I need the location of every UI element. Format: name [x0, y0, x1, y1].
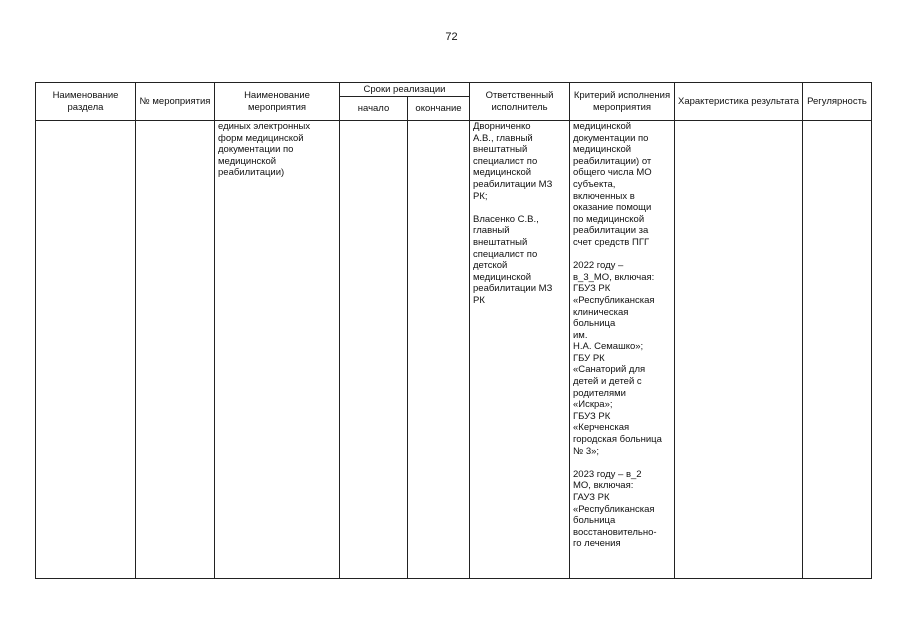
cell-start — [340, 121, 408, 579]
header-responsible: Ответственный исполнитель — [470, 83, 570, 121]
cell-responsible: Дворниченко А.В., главный внештатный специалист по медицинской реабилитации МЗ РК; Власенко С.В., главный внештатный специалист по детской медицинской реабилитации МЗ РК — [470, 121, 570, 579]
header-result: Характеристика результата — [675, 83, 803, 121]
table-row — [36, 121, 872, 579]
header-start: начало — [340, 97, 408, 121]
page-number: 72 — [445, 31, 458, 43]
plan-table — [35, 82, 872, 579]
header-number: № мероприятия — [136, 83, 215, 121]
header-event-name: Наименование мероприятия — [215, 83, 340, 121]
cell-number — [136, 121, 215, 579]
header-regularity: Регулярность — [803, 83, 872, 121]
header-end: окончание — [408, 97, 470, 121]
cell-result — [675, 121, 803, 579]
cell-section-name — [36, 121, 136, 579]
cell-regularity — [803, 121, 872, 579]
cell-end — [408, 121, 470, 579]
cell-event-name: единых электронных форм медицинской документации по медицинской реабилитации) — [215, 121, 340, 579]
header-section-name: Наименование раздела — [36, 83, 136, 121]
header-deadlines: Сроки реализации — [340, 83, 470, 97]
cell-criterion: медицинской документации по медицинской реабилитации) от общего числа МО субъекта, включенных в оказание помощи по медицинской реабилитации за счет средств ПГГ 2022 году – в_3_МО, включая: ГБУЗ РК «Республиканская клиническая больница им. Н.А. Семашко»; ГБУ РК «Санаторий для детей и детей с родителями «Искра»; ГБУЗ РК «Керченская городская больница № 3»; 2023 году – в_2 МО, включая: ГАУЗ РК «Республиканская больница восстановительно- го лечения — [570, 121, 675, 579]
header-criterion: Критерий исполнения мероприятия — [570, 83, 675, 121]
